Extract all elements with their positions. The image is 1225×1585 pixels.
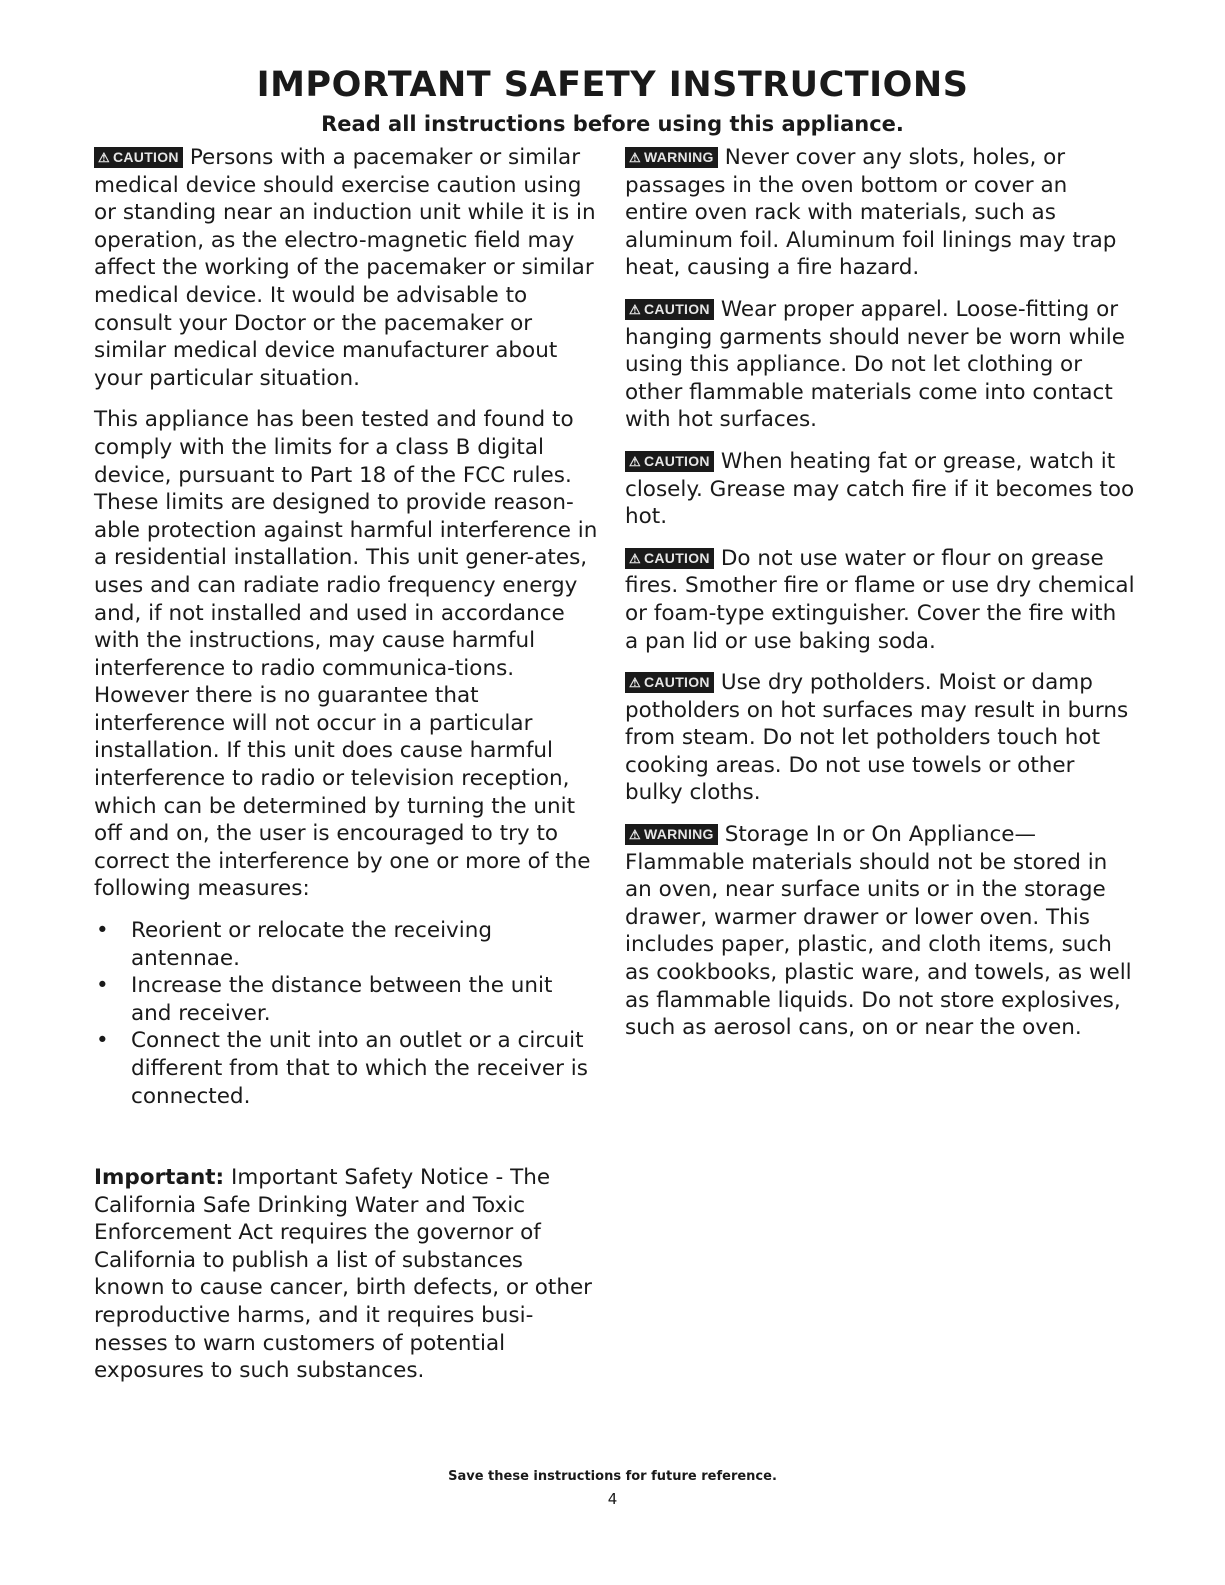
caution-badge-label: CAUTION xyxy=(643,674,710,691)
right-column xyxy=(625,144,1135,1056)
page-title: IMPORTANT SAFETY INSTRUCTIONS xyxy=(256,65,969,105)
grease-caution xyxy=(625,448,1135,531)
caution-badge xyxy=(625,451,714,472)
pacemaker-caution xyxy=(94,144,598,392)
warning-triangle-icon: ⚠ xyxy=(629,827,641,843)
slots-warning xyxy=(625,144,1135,282)
pacemaker-text: Persons with a pacemaker or similar medical device should exercise caution using or standing near an induction unit while it is in operation, as the electro-magnetic field may affect the working of the pacemaker or similar medical device. It would be advisable to consult your Doctor or the pacemaker or similar medical device manufacturer about your particular situation. xyxy=(94,145,596,391)
caution-badge-label: CAUTION xyxy=(643,300,710,317)
warning-triangle-icon: ⚠ xyxy=(629,550,641,566)
storage-text: Storage In or On Appliance— Flammable materials should not be stored in an oven, near surface units or in the storage drawer, warmer drawer or lower oven. This includes paper, plastic, and cloth items, such as cookbooks, plastic ware, and towels, as well as flammable liquids. Do not store explosives, such as aerosol cans, on or near the oven. xyxy=(625,822,1132,1041)
warning-triangle-icon: ⚠ xyxy=(629,150,641,165)
water-text: Do not use water or flour on grease fires. Smother fire or flame or use dry chemical or foam-type extinguisher. Cover the fire with a pan lid or use baking soda. xyxy=(625,545,1135,654)
bullet-icon: • xyxy=(96,1028,109,1054)
warning-triangle-icon: ⚠ xyxy=(629,453,641,469)
list-item-text: Connect the unit into an outlet or a circuit different from that to which the receiver is connected. xyxy=(131,1028,588,1109)
list-item xyxy=(94,972,598,1027)
apparel-caution xyxy=(625,296,1135,434)
warning-badge xyxy=(625,824,718,845)
slots-text: Never cover any slots, holes, or passages in the oven bottom or cover an entire oven rack with materials, such as aluminum foil. Aluminum foil linings may trap heat, causing a fire hazard. xyxy=(625,145,1117,281)
list-item-text: Increase the distance between the unit and receiver. xyxy=(131,973,553,1026)
warning-triangle-icon: ⚠ xyxy=(629,675,641,691)
water-caution xyxy=(625,545,1135,655)
important-text: Important Safety Notice - The California Safe Drinking Water and Toxic Enforcement Act requires the governor of California to publish a list of substances known to cause cancer, birth defects, or other reproductive harms, and it requires busi-nesses to warn customers of potential exposures to such substances. xyxy=(94,1165,593,1384)
page-subtitle: Read all instructions before using this appliance. xyxy=(321,112,904,136)
list-item-text: Reorient or relocate the receiving antennae. xyxy=(131,918,493,971)
fcc-paragraph: This appliance has been tested and found to comply with the limits for a class B digital device, pursuant to Part 18 of the FCC rules. These limits are designed to provide reason-able protection against harmful interference in a residential installation. This unit gener-ates, uses and can radiate radio frequency energy and, if not installed and used in accordance with the instructions, may cause harmful interference to radio communica-tions. However there is no guarantee that interference will not occur in a particular installation. If this unit does cause harmful interference to radio or television reception, which can be determined by turning the unit off and on, the user is encouraged to try to correct the interference by one or more of the following measures: xyxy=(94,407,598,902)
important-notice xyxy=(94,1164,598,1385)
fcc-measures-list xyxy=(94,917,598,1110)
warning-badge-label: WARNING xyxy=(643,149,714,165)
bullet-icon: • xyxy=(96,973,109,999)
page-number: 4 xyxy=(607,1490,618,1508)
caution-badge-label: CAUTION xyxy=(112,149,179,165)
list-item xyxy=(94,1027,598,1110)
caution-badge xyxy=(94,147,183,168)
storage-warning xyxy=(625,821,1135,1042)
potholders-caution xyxy=(625,669,1135,807)
bullet-icon: • xyxy=(96,918,109,944)
list-item xyxy=(94,917,598,972)
caution-badge xyxy=(625,299,714,320)
potholders-text: Use dry potholders. Moist or damp potholders on hot surfaces may result in burns from steam. Do not let potholders touch hot cooking areas. Do not use towels or other bulky cloths. xyxy=(625,670,1129,806)
important-label: Important: xyxy=(94,1165,225,1190)
caution-badge xyxy=(625,548,714,569)
caution-badge xyxy=(625,672,714,693)
warning-badge-label: WARNING xyxy=(643,826,714,843)
caution-badge-label: CAUTION xyxy=(643,549,710,566)
footer-note: Save these instructions for future reference. xyxy=(448,1469,777,1484)
left-column xyxy=(94,144,598,1124)
warning-triangle-icon: ⚠ xyxy=(98,150,110,165)
warning-badge xyxy=(625,147,718,168)
apparel-text: Wear proper apparel. Loose-fitting or hanging garments should never be worn while using this appliance. Do not let clothing or other flammable materials come into contact with hot surfaces. xyxy=(625,296,1126,433)
caution-badge-label: CAUTION xyxy=(643,452,710,469)
warning-triangle-icon: ⚠ xyxy=(629,301,641,317)
grease-text: When heating fat or grease, watch it closely. Grease may catch fire if it becomes too hot. xyxy=(625,448,1135,530)
